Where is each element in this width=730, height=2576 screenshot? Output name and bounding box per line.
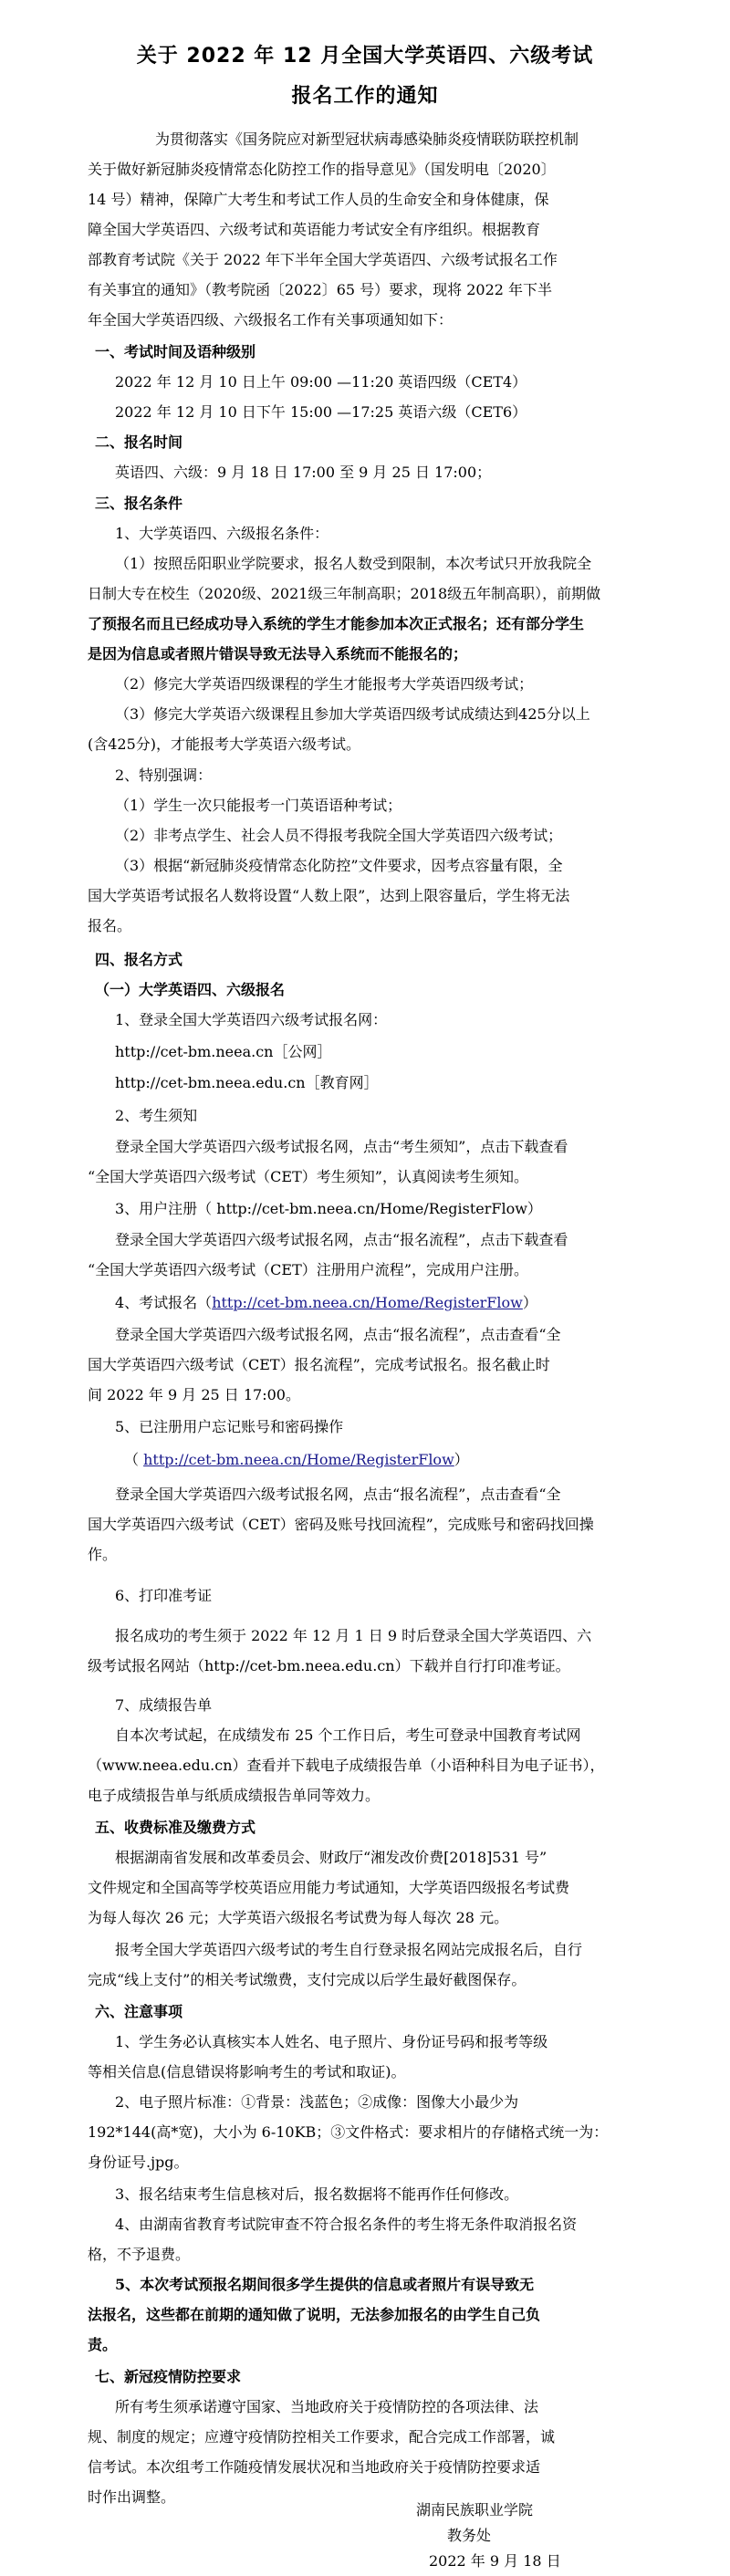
paragraph-line: 为贯彻落实《国务院应对新型冠状病毒感染肺炎疫情联防联控机制: [155, 130, 579, 148]
paragraph-line: 2、考生须知: [115, 1107, 198, 1124]
paragraph-line: 登录全国大学英语四六级考试报名网，点击“考生须知”，点击下载查看: [115, 1138, 568, 1155]
opening-paren: （: [124, 1451, 144, 1468]
paragraph-line: 身份证号.jpg。: [88, 2154, 189, 2171]
paragraph-line: 报名。: [88, 917, 132, 934]
paragraph-line: 等相关信息(信息错误将影响考生的考试和取证)。: [88, 2063, 406, 2081]
paragraph-line: 关于做好新冠肺炎疫情常态化防控工作的指导意见》（国发明电〔2020〕: [88, 161, 556, 178]
section-heading-1: 一、考试时间及语种级别: [95, 343, 256, 360]
paragraph-line: 规、制度的规定；应遵守疫情防控相关工作要求，配合完成工作部署，诚: [88, 2428, 556, 2446]
signature-dept: 教务处: [447, 2527, 492, 2544]
paragraph-line: 报考全国大学英语四六级考试的考生自行登录报名网站完成报名后，自行: [115, 1941, 583, 1958]
emphasis-line: 5、本次考试预报名期间很多学生提供的信息或者照片有误导致无: [115, 2276, 535, 2293]
paragraph-line: “全国大学英语四六级考试（CET）注册用户流程”，完成用户注册。: [88, 1261, 528, 1278]
paragraph-line: 登录全国大学英语四六级考试报名网，点击“报名流程”，点击查看“全: [115, 1486, 561, 1503]
paragraph-line: 2、电子照片标准：①背景：浅蓝色；②成像：图像大小最少为: [115, 2093, 519, 2111]
paragraph-line: 根据湖南省发展和改革委员会、财政厅“湘发改价费[2018]531 号”: [115, 1849, 548, 1866]
closing-paren: ）: [454, 1451, 469, 1468]
paragraph-line: 报名成功的考生须于 2022 年 12 月 1 日 9 时后登录全国大学英语四、六: [115, 1627, 592, 1644]
exam-registration-line: [0, 1288, 730, 1318]
signature-date: 2022 年 9 月 18 日: [429, 2552, 561, 2570]
forgot-password-link[interactable]: http://cet-bm.neea.cn/Home/RegisterFlow: [143, 1451, 454, 1468]
notice-title-line1: 关于 2022 年 12 月全国大学英语四、六级考试: [136, 45, 594, 68]
closing-paren: ）: [522, 1294, 537, 1311]
paragraph-line: 所有考生须承诺遵守国家、当地政府关于疫情防控的各项法律、法: [115, 2398, 539, 2415]
paragraph-line: “全国大学英语四六级考试（CET）考生须知”，认真阅读考生须知。: [88, 1168, 528, 1185]
paragraph-line: 格，不予退费。: [88, 2246, 191, 2263]
emphasis-line: 责。: [88, 2336, 118, 2353]
paragraph-line: 登录全国大学英语四六级考试报名网，点击“报名流程”，点击查看“全: [115, 1326, 561, 1343]
paragraph-line: 7、成绩报告单: [115, 1696, 213, 1714]
paragraph-line: 5、已注册用户忘记账号和密码操作: [115, 1418, 344, 1435]
forgot-password-link-line: [0, 1444, 730, 1475]
paragraph-line: 1、大学英语四、六级报名条件：: [115, 525, 329, 542]
section-heading-6: 六、注意事项: [95, 2003, 183, 2020]
paragraph-line: 完成“线上支付”的相关考试缴费，支付完成以后学生最好截图保存。: [88, 1971, 527, 1988]
paragraph-line: 国大学英语四六级考试（CET）报名流程”，完成考试报名。报名截止时: [88, 1356, 550, 1373]
exam-time-cet6: 2022 年 12 月 10 日下午 15:00 —17:25 英语六级（CET6）: [115, 403, 527, 421]
paragraph-line: 障全国大学英语四、六级考试和英语能力考试安全有序组织。根据教育: [88, 221, 541, 238]
section-heading-3: 三、报名条件: [95, 495, 183, 512]
paragraph-line: 2、特别强调：: [115, 767, 213, 784]
signature-org: 湖南民族职业学院: [416, 2501, 534, 2519]
public-network-link[interactable]: http://cet-bm.neea.cn［公网］: [115, 1043, 332, 1060]
emphasis-line: 法报名，这些都在前期的通知做了说明，无法参加报名的由学生自己负: [88, 2306, 541, 2323]
paragraph-line: 1、学生务必认真核实本人姓名、电子照片、身份证号码和报考等级: [115, 2033, 548, 2050]
paragraph-line: 为每人每次 26 元；大学英语六级报名考试费为每人每次 28 元。: [88, 1909, 509, 1926]
registration-period: 英语四、六级：9 月 18 日 17:00 至 9 月 25 日 17:00；: [115, 464, 492, 481]
paragraph-line: 有关事宜的通知》（教考院函〔2022〕65 号）要求，现将 2022 年下半: [88, 281, 553, 298]
paragraph-line: （3）修完大学英语六级课程且参加大学英语四级考试成绩达到425分以上: [115, 705, 590, 723]
paragraph-line: 自本次考试起，在成绩发布 25 个工作日后，考生可登录中国教育考试网: [115, 1726, 581, 1744]
paragraph-line: 6、打印准考证: [115, 1587, 213, 1604]
user-registration-line: 3、用户注册（ http://cet-bm.neea.cn/Home/RegisterFlow）: [115, 1200, 542, 1217]
paragraph-line: 192*144(高*宽)，大小为 6-10KB；③文件格式：要求相片的存储格式统一为：: [88, 2123, 609, 2141]
education-network-link[interactable]: http://cet-bm.neea.edu.cn［教育网］: [115, 1074, 379, 1091]
paragraph-line: （2）非考点学生、社会人员不得报考我院全国大学英语四六级考试；: [115, 827, 563, 844]
paragraph-line: 时作出调整。: [88, 2488, 176, 2506]
paragraph-line: (含425分)，才能报考大学英语六级考试。: [88, 735, 361, 753]
paragraph-line: （1）学生一次只能报考一门英语语种考试；: [115, 797, 402, 814]
paragraph-line: （www.neea.edu.cn）查看并下载电子成绩报告单（小语种科目为电子证书），: [88, 1757, 605, 1774]
exam-registration-label: 4、考试报名（: [115, 1294, 213, 1311]
subsection-heading: （一）大学英语四、六级报名: [95, 981, 286, 998]
paragraph-line: （1）按照岳阳职业学院要求，报名人数受到限制，本次考试只开放我院全: [115, 555, 592, 572]
paragraph-line: 间 2022 年 9 月 25 日 17:00。: [88, 1386, 300, 1403]
paragraph-line: 文件规定和全国高等学校英语应用能力考试通知，大学英语四级报名考试费: [88, 1879, 570, 1896]
paragraph-line: （2）修完大学英语四级课程的学生才能报考大学英语四级考试；: [115, 675, 534, 693]
paragraph-line: 14 号）精神，保障广大考生和考试工作人员的生命安全和身体健康，保: [88, 191, 549, 208]
paragraph-line: 级考试报名网站（http://cet-bm.neea.edu.cn）下载并自行打印准考证。: [88, 1657, 570, 1674]
paragraph-line: 4、由湖南省教育考试院审查不符合报名条件的考生将无条件取消报名资: [115, 2216, 578, 2233]
paragraph-line: （3）根据“新冠肺炎疫情常态化防控”文件要求，因考点容量有限，全: [115, 857, 563, 874]
section-heading-2: 二、报名时间: [95, 433, 183, 451]
paragraph-line: 1、登录全国大学英语四六级考试报名网：: [115, 1011, 388, 1028]
paragraph-line: 登录全国大学英语四六级考试报名网，点击“报名流程”，点击下载查看: [115, 1231, 568, 1248]
paragraph-line: 部教育考试院《关于 2022 年下半年全国大学英语四、六级考试报名工作: [88, 251, 558, 268]
section-heading-7: 七、新冠疫情防控要求: [95, 2368, 242, 2385]
emphasis-line: 了预报名而且已经成功导入系统的学生才能参加本次正式报名；还有部分学生: [88, 615, 585, 632]
notice-title-line2: 报名工作的通知: [291, 85, 439, 108]
paragraph-line: 3、报名结束考生信息核对后，报名数据将不能再作任何修改。: [115, 2185, 519, 2203]
register-flow-link[interactable]: http://cet-bm.neea.cn/Home/RegisterFlow: [212, 1294, 523, 1311]
paragraph-line: 作。: [88, 1546, 118, 1563]
paragraph-line: 电子成绩报告单与纸质成绩报告单同等效力。: [88, 1787, 381, 1804]
emphasis-line: 是因为信息或者照片错误导致无法导入系统而不能报名的；: [88, 645, 468, 662]
section-heading-5: 五、收费标准及缴费方式: [95, 1819, 256, 1836]
section-heading-4: 四、报名方式: [95, 951, 183, 968]
paragraph-line: 国大学英语考试报名人数将设置“人数上限”，达到上限容量后，学生将无法: [88, 887, 570, 904]
paragraph-line: 日制大专在校生（2020级、2021级三年制高职；2018级五年制高职），前期做: [88, 585, 601, 602]
paragraph-line: 信考试。本次组考工作随疫情发展状况和当地政府关于疫情防控要求适: [88, 2458, 541, 2476]
exam-time-cet4: 2022 年 12 月 10 日上午 09:00 —11:20 英语四级（CET4）: [115, 373, 527, 391]
paragraph-line: 国大学英语四六级考试（CET）密码及账号找回流程”，完成账号和密码找回操: [88, 1516, 594, 1533]
paragraph-line: 年全国大学英语四级、六级报名工作有关事项通知如下：: [88, 311, 454, 329]
